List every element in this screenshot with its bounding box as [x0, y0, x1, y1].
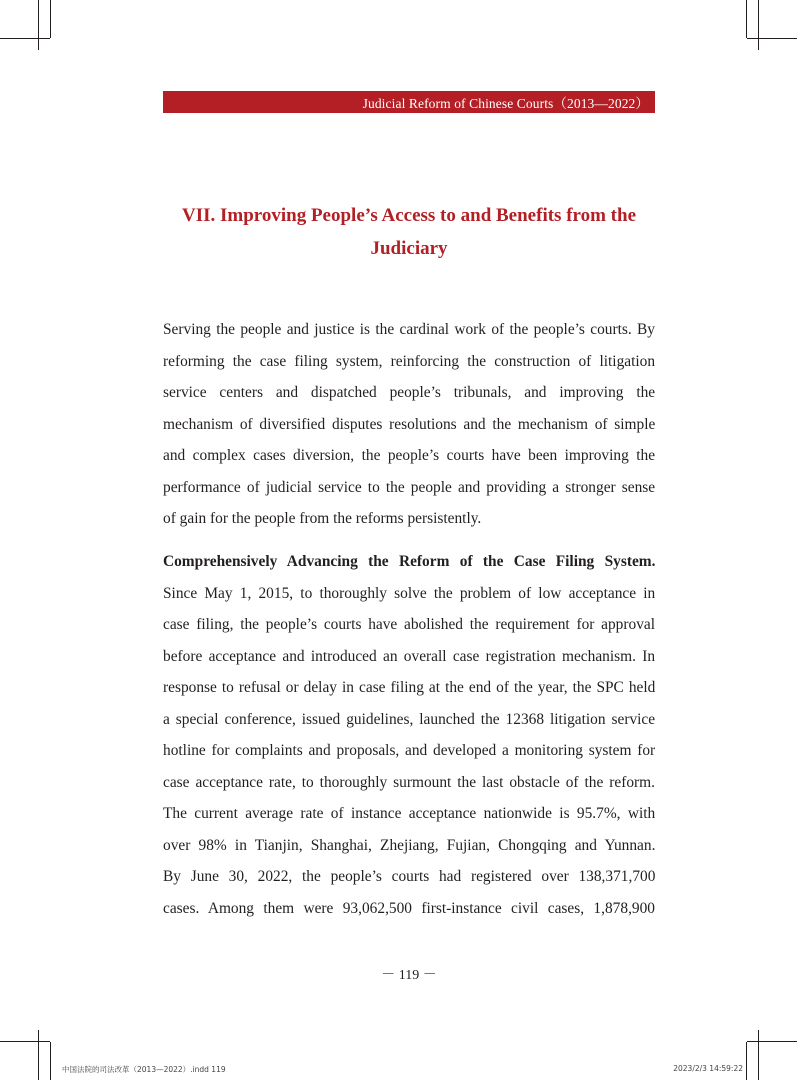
section-title [163, 199, 655, 265]
crop-mark [758, 1030, 759, 1080]
text-line: performance of judicial service to the people and providing a stronger sense [163, 478, 656, 496]
crop-mark [747, 1041, 797, 1042]
crop-mark [747, 38, 797, 39]
text-line: cases. Among them were 93,062,500 first-instance civil cases, 1,878,900 [163, 899, 655, 917]
crop-mark [746, 0, 747, 38]
text-line: and complex cases diversion, the people’s courts have been improving the [163, 447, 656, 464]
running-header-title: Judicial Reform of Chinese Courts（2013—2022） [362, 96, 649, 111]
text-line: reforming the case filing system, reinforcing the construction of litigation [163, 352, 656, 370]
crop-mark [50, 1042, 51, 1080]
crop-mark [758, 0, 759, 50]
text-line: before acceptance and introduced an overall case registration mechanism. In [163, 647, 656, 665]
running-header-bar [163, 91, 655, 113]
crop-mark [746, 1042, 747, 1080]
paragraph-case-filing [163, 546, 655, 924]
text-line: Serving the people and justice is the cardinal work of the people’s courts. By [163, 321, 655, 338]
section-title-line-2: Judiciary [370, 238, 448, 259]
text-line: service centers and dispatched people’s tribunals, and improving the [163, 384, 656, 401]
text-line: mechanism of diversified disputes resolutions and the mechanism of simple [163, 415, 656, 433]
text-line: hotline for complaints and proposals, and developed a monitoring system for [163, 742, 656, 759]
crop-mark [50, 0, 51, 38]
print-slug-timestamp: 2023/2/3 14:59:22 [673, 1064, 743, 1073]
text-line: of gain for the people from the reforms persistently. [163, 510, 482, 527]
paragraph-intro [163, 314, 655, 535]
crop-mark [38, 1030, 39, 1080]
text-line: response to refusal or delay in case filing at the end of the year, the SPC held [163, 679, 656, 696]
paragraph-lead-heading: Comprehensively Advancing the Reform of the Case Filing System. [163, 553, 656, 570]
section-title-line-1: VII. Improving People’s Access to and Benefits from the [181, 205, 637, 226]
crop-mark [0, 1041, 50, 1042]
print-slug-file: 中国法院的司法改革（2013—2022）.indd 119 [62, 1065, 226, 1074]
text-line: a special conference, issued guidelines, launched the 12368 litigation service [163, 710, 656, 728]
text-line: By June 30, 2022, the people’s courts had registered over 138,371,700 [163, 868, 656, 885]
text-line: case filing, the people’s courts have abolished the requirement for approval [163, 616, 655, 633]
text-line: Since May 1, 2015, to thoroughly solve the problem of low acceptance in [163, 584, 656, 602]
text-line: The current average rate of instance acceptance nationwide is 95.7%, with [163, 805, 656, 822]
text-line: case acceptance rate, to thoroughly surmount the last obstacle of the reform. [163, 773, 655, 791]
page-number: － 119 － [381, 968, 437, 983]
crop-mark [38, 0, 39, 50]
text-line: over 98% in Tianjin, Shanghai, Zhejiang, Fujian, Chongqing and Yunnan. [163, 836, 656, 854]
crop-mark [0, 38, 50, 39]
